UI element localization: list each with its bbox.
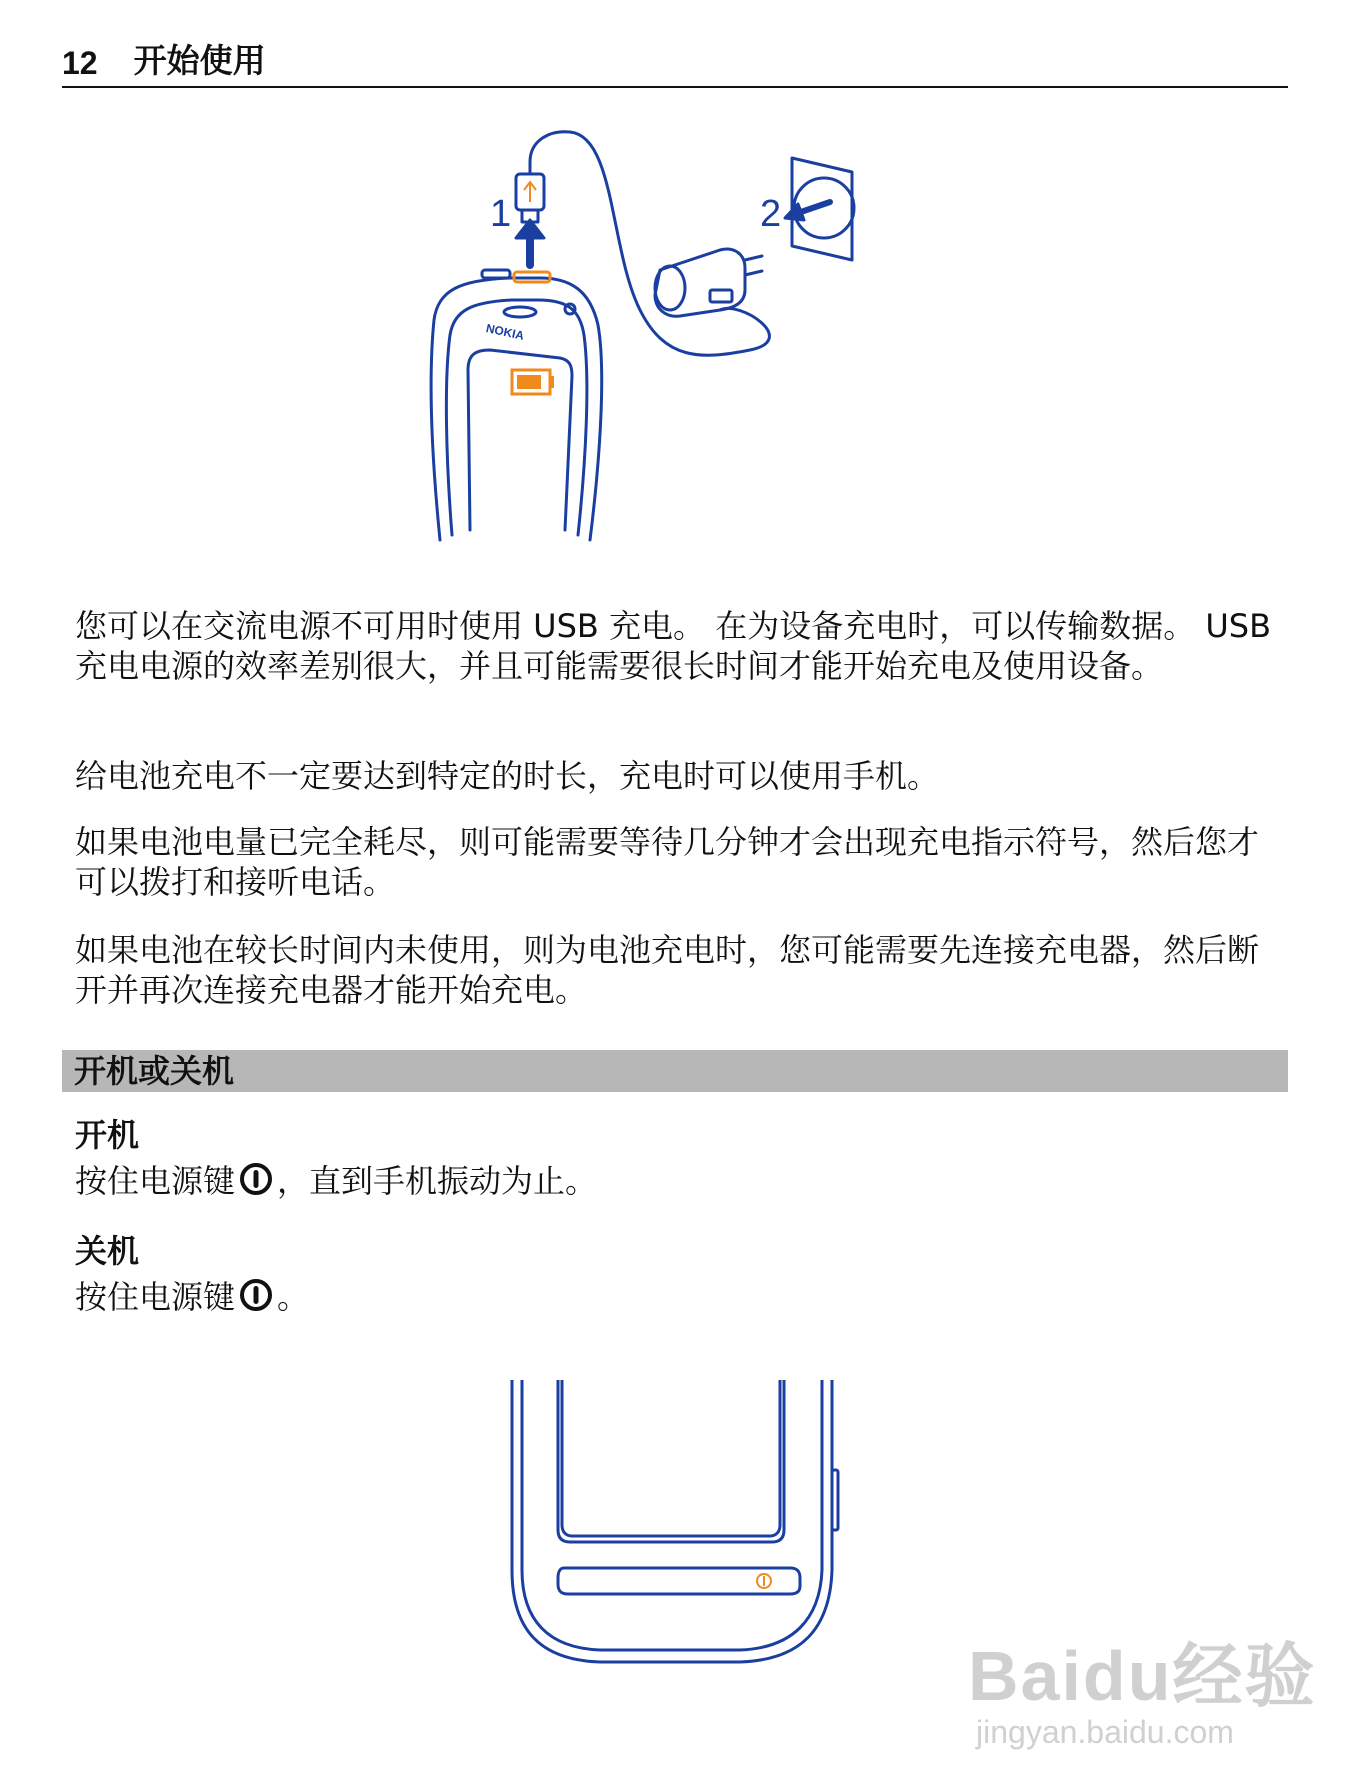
paragraph-charging-duration: 给电池充电不一定要达到特定的时长，充电时可以使用手机。 (75, 757, 940, 795)
nokia-logo: NOKIA (484, 321, 526, 343)
power-button-icon (757, 1574, 771, 1588)
power-off-text-after: 。 (277, 1278, 310, 1316)
page-number: 12 (62, 45, 98, 81)
power-on-text-before: 按住电源键 (75, 1162, 236, 1200)
paragraph-battery-empty: 如果电池电量已完全耗尽，则可能需要等待几分钟才会出现充电指示符号，然后您才可以拨打和接听电话。 (75, 823, 1260, 901)
page-title: 开始使用 (133, 41, 266, 80)
power-key-icon (239, 1278, 273, 1312)
watermark-brand: Baidu经验 (968, 1635, 1317, 1717)
power-off-text-before: 按住电源键 (75, 1278, 236, 1316)
watermark-url: jingyan.baidu.com (976, 1714, 1234, 1750)
power-on-heading: 开机 (75, 1116, 140, 1154)
step-2-label: 2 (760, 193, 782, 235)
power-off-heading: 关机 (75, 1232, 140, 1270)
power-key-icon (239, 1162, 273, 1196)
phone-power-key-illustration (500, 1380, 860, 1670)
section-heading: 开机或关机 (62, 1050, 1288, 1092)
battery-icon (512, 370, 554, 394)
power-on-instruction (75, 1156, 597, 1202)
power-on-text-after: ，直到手机振动为止。 (277, 1162, 598, 1200)
step-1-label: 1 (490, 193, 512, 235)
paragraph-usb-charging: 您可以在交流电源不可用时使用 USB 充电。 在为设备充电时，可以传输数据。 USB 充电电源的效率差别很大，并且可能需要很长时间才能开始充电及使用设备。 (75, 607, 1272, 685)
paragraph-battery-unused: 如果电池在较长时间内未使用，则为电池充电时，您可能需要先连接充电器，然后断开并再次连接充电器才能开始充电。 (75, 931, 1260, 1009)
power-off-instruction (75, 1272, 309, 1318)
charging-illustration (420, 130, 1000, 550)
page-header (62, 41, 1288, 88)
